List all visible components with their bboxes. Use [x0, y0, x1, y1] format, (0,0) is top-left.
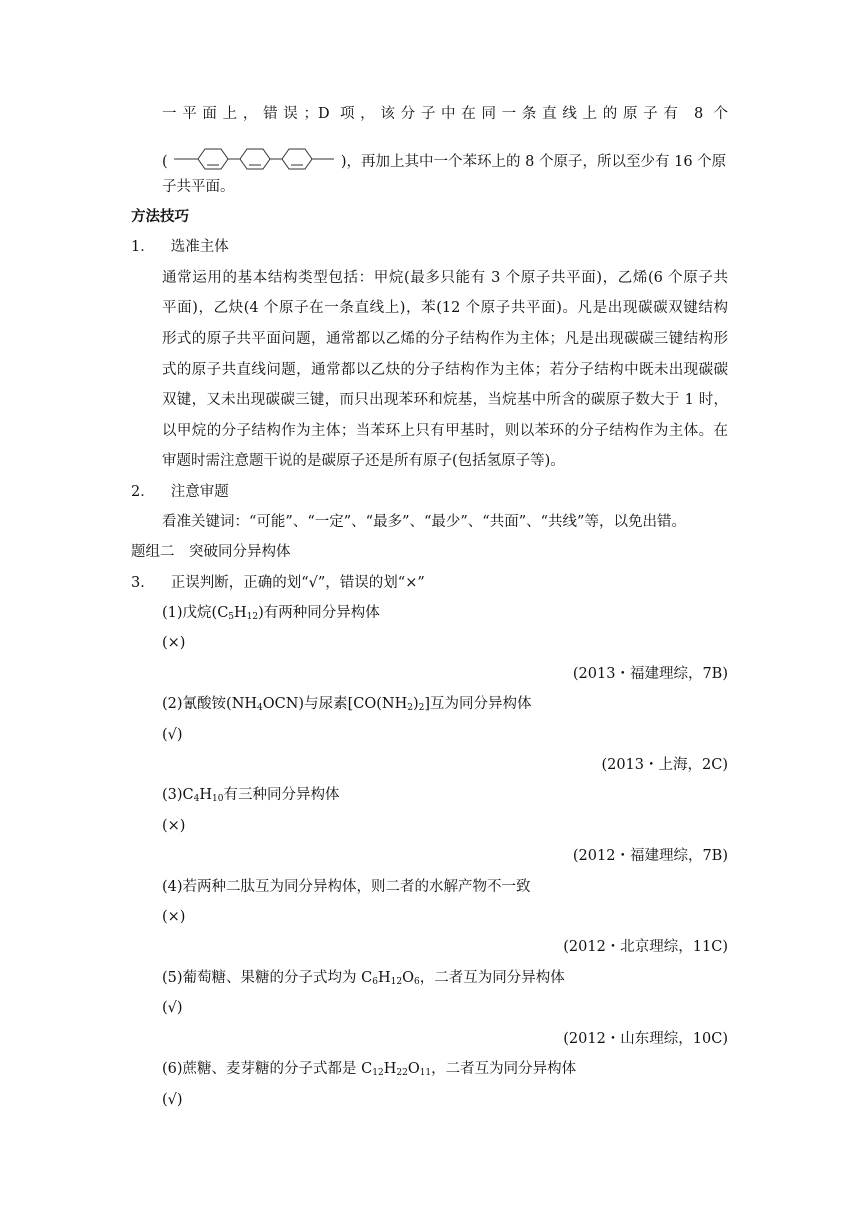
terphenyl-structure-icon [174, 146, 334, 178]
method-item-1 [131, 237, 229, 257]
judgment-answer: (×) [162, 635, 186, 651]
method-item-2-text: 看准关键词：“可能”、“一定”、“最多”、“最少”、“共面”、“共线”等，以免出错。 [162, 514, 686, 530]
source-citation: (2012・福建理综，7B) [572, 848, 728, 864]
paren-open: ( [162, 154, 168, 170]
judgment-answer: (×) [162, 909, 186, 925]
judgment-item: $(3)C_4H_{10}$有三种同分异构体 [162, 787, 340, 804]
judgment-answer: (√) [162, 1000, 183, 1016]
item-number: 1． [131, 239, 155, 255]
method-heading: 方法技巧 [131, 209, 189, 225]
judgment-item: (1)戊烷$(C_5H_{12})$有两种同分异构体 [162, 605, 380, 622]
method-para-line: 平面)，乙炔(4 个原子在一条直线上)，苯(12 个原子共平面)。凡是出现碳碳双键结构 [162, 300, 728, 316]
judgment-answer: (√) [162, 1092, 183, 1108]
judgment-item: (4)若两种二肽互为同分异构体，则二者的水解产物不一致 [162, 879, 531, 895]
method-para-line: 审题时需注意题干说的是碳原子还是所有原子(包括氢原子等)。 [162, 453, 565, 469]
method-para-line: 以甲烷的分子结构作为主体；当苯环上只有甲基时，则以苯环的分子结构作为主体。在 [162, 423, 728, 439]
question-3 [131, 573, 425, 593]
group-title: 题组二 突破同分异构体 [131, 544, 291, 560]
intro-line-2-text: )，再加上其中一个苯环上的 8 个原子，所以至少有 16 个原 [340, 154, 727, 170]
source-citation: (2012・北京理综，11C) [563, 939, 728, 955]
judgment-answer: (√) [162, 727, 183, 743]
judgment-item: (6)蔗糖、麦芽糖的分子式都是 $C_{12}H_{22}O_{11}$，二者互为同分异构体 [162, 1061, 577, 1078]
source-citation: (2013・福建理综，7B) [572, 666, 728, 682]
source-citation: (2013・上海，2C) [601, 757, 728, 773]
item-title: 注意审题 [170, 484, 229, 500]
method-para-line: 通常运用的基本结构类型包括：甲烷(最多只能有 3 个原子共平面)，乙烯(6 个原子共 [162, 270, 728, 286]
judgment-answer: (×) [162, 818, 186, 834]
question-number: 3． [131, 575, 155, 591]
intro-line-2 [162, 146, 726, 178]
judgment-item: (2)氰酸铵$(NH_4OCN)$与尿素$[CO(NH_2)_2]$互为同分异构体 [162, 696, 532, 713]
intro-line-3: 子共平面。 [162, 179, 235, 195]
method-para-line: 式的原子共直线问题，通常都以乙炔的分子结构作为主体；若分子结构中既未出现碳碳 [162, 362, 728, 378]
method-para-line: 双键，又未出现碳碳三键，而只出现苯环和烷基，当烷基中所含的碳原子数大于 1 时， [162, 392, 728, 408]
item-title: 选准主体 [170, 239, 229, 255]
question-text: 正误判断，正确的划“√”，错误的划“×” [170, 575, 425, 591]
method-para-line: 形式的原子共平面问题，通常都以乙烯的分子结构作为主体；凡是出现碳碳三键结构形 [162, 331, 728, 347]
judgment-item: (5)葡萄糖、果糖的分子式均为 $C_6H_{12}O_6$，二者互为同分异构体 [162, 970, 565, 987]
source-citation: (2012・山东理综，10C) [563, 1031, 728, 1047]
item-number: 2． [131, 484, 155, 500]
method-item-2 [131, 482, 229, 502]
intro-line-1: 一平面上，错误；D 项，该分子中在同一条直线上的原子有 8 个 [162, 106, 728, 122]
